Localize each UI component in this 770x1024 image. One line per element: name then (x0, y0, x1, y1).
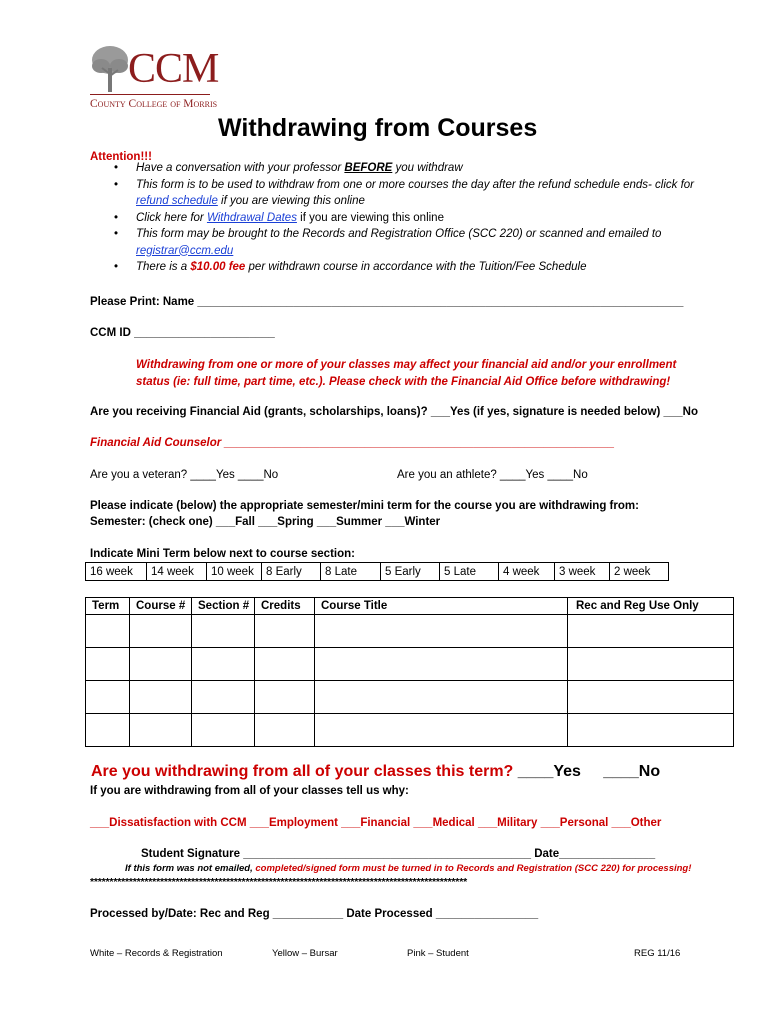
table-cell[interactable] (130, 648, 192, 681)
bullet-text: if you are viewing this online (296, 211, 444, 224)
fee-amount: $10.00 fee (190, 261, 246, 273)
mini-term-cell[interactable]: 5 Early (381, 563, 440, 581)
table-header-row (86, 598, 734, 615)
table-row (86, 648, 734, 681)
table-cell[interactable] (130, 681, 192, 714)
bullet-text: you withdraw (392, 162, 463, 174)
mini-term-cell[interactable]: 8 Early (262, 563, 321, 581)
table-cell[interactable] (86, 681, 130, 714)
column-header: Term (86, 598, 130, 615)
table-cell[interactable] (192, 615, 255, 648)
column-header: Credits (255, 598, 315, 615)
bullet-text: if you are viewing this online (217, 195, 365, 207)
athlete-question[interactable]: Are you an athlete? ____Yes ____No (397, 469, 588, 481)
all-classes-question (91, 763, 660, 781)
mini-term-cell[interactable]: 5 Late (440, 563, 499, 581)
mini-term-label: Indicate Mini Term below next to course section: (90, 548, 355, 560)
table-row (86, 615, 734, 648)
separator-stars: ************************************************************************************************* (90, 876, 467, 888)
list-item (96, 259, 696, 276)
list-item (96, 160, 696, 177)
processed-by-field: Processed by/Date: Rec and Reg ___________ Date Processed ________________ (90, 908, 539, 920)
email-note-emphasis: completed/signed form must be turned in to Records and Registration (SCC 220) for processing! (255, 863, 692, 874)
semester-selector[interactable] (90, 516, 440, 528)
table-row (86, 681, 734, 714)
list-item (96, 177, 696, 210)
attention-label: Attention!!! (90, 151, 152, 163)
table-cell[interactable] (315, 714, 568, 747)
table-cell (568, 681, 734, 714)
course-table (85, 597, 734, 747)
table-cell (568, 714, 734, 747)
registrar-email-link[interactable]: registrar@ccm.edu (136, 244, 234, 257)
email-note-text: If this form was not emailed, (125, 863, 256, 874)
table-cell[interactable] (192, 648, 255, 681)
all-classes-yes[interactable]: ____Yes (517, 763, 581, 780)
veteran-question[interactable]: Are you a veteran? ____Yes ____No (90, 469, 279, 481)
list-item (96, 226, 696, 259)
footer-yellow-copy: Yellow – Bursar (272, 948, 338, 959)
financial-aid-warning: Withdrawing from one or more of your classes may affect your financial aid and/or your enrollment status (ie: full time, part time, etc.). Please check with the Financial Aid Office before withdrawing! (136, 359, 677, 388)
mini-term-cell[interactable]: 14 week (147, 563, 207, 581)
table-cell[interactable] (192, 714, 255, 747)
tree-icon (90, 44, 130, 96)
table-cell[interactable] (86, 648, 130, 681)
mini-term-cell[interactable]: 2 week (610, 563, 669, 581)
column-header: Course # (130, 598, 192, 615)
table-cell (568, 648, 734, 681)
column-header: Course Title (315, 598, 568, 615)
bullet-text: This form may be brought to the Records and Registration Office (SCC 220) or scanned and emailed to (136, 228, 662, 240)
all-classes-no[interactable]: ____No (603, 763, 661, 780)
table-cell (568, 615, 734, 648)
footer-pink-copy: Pink – Student (407, 948, 469, 959)
signature-date-field[interactable]: Student Signature _____________________________________________ Date_______________ (141, 848, 656, 860)
email-note (125, 863, 691, 874)
logo-divider (90, 94, 210, 95)
financial-aid-question[interactable]: Are you receiving Financial Aid (grants, scholarships, loans)? ___Yes (if yes, signature is needed below) ___No (90, 406, 698, 418)
table-cell[interactable] (315, 615, 568, 648)
instructions-list (96, 160, 696, 276)
name-field[interactable]: Please Print: Name ____________________________________________________________________________ (90, 296, 684, 308)
semester-instructions: Please indicate (below) the appropriate semester/mini term for the course you are withdrawing from: (90, 500, 639, 512)
logo-subtitle: County College of Morris (90, 98, 218, 110)
bullet-text: Have a conversation with your professor (136, 162, 345, 174)
bullet-text: per withdrawn course in accordance with the Tuition/Fee Schedule (245, 261, 587, 273)
table-cell[interactable] (86, 615, 130, 648)
mini-term-cell[interactable]: 4 week (499, 563, 555, 581)
withdrawal-reasons[interactable]: ___Dissatisfaction with CCM ___Employment ___Financial ___Medical ___Military ___Personal ___Other (90, 817, 662, 829)
bullet-text: There is a (136, 261, 191, 273)
table-cell[interactable] (255, 615, 315, 648)
all-classes-question-text: Are you withdrawing from all of your classes this term? (91, 763, 518, 780)
page-title: Withdrawing from Courses (218, 114, 538, 142)
table-cell[interactable] (255, 714, 315, 747)
table-cell[interactable] (255, 681, 315, 714)
ccm-id-field[interactable]: CCM ID ______________________ (90, 327, 275, 339)
withdrawal-dates-link[interactable]: Withdrawal Dates (206, 211, 297, 224)
mini-term-table (85, 562, 669, 581)
table-cell[interactable] (192, 681, 255, 714)
table-cell[interactable] (255, 648, 315, 681)
table-cell[interactable] (130, 714, 192, 747)
refund-schedule-link[interactable]: refund schedule (136, 195, 218, 207)
mini-term-cell[interactable]: 16 week (86, 563, 147, 581)
bullet-text: This form is to be used to withdraw from one or more courses the day after the refund schedule ends- click for (136, 178, 695, 191)
before-emphasis: BEFORE (344, 162, 393, 174)
list-item (96, 210, 696, 227)
financial-aid-counselor-field[interactable]: Financial Aid Counselor _____________________________________________________________ (90, 437, 615, 449)
table-cell[interactable] (315, 648, 568, 681)
table-row (86, 714, 734, 747)
table-cell[interactable] (315, 681, 568, 714)
table-cell[interactable] (86, 714, 130, 747)
footer-white-copy: White – Records & Registration (90, 948, 223, 959)
mini-term-cell[interactable]: 3 week (555, 563, 610, 581)
column-header: Section # (192, 598, 255, 615)
table-cell[interactable] (130, 615, 192, 648)
mini-term-cell[interactable]: 8 Late (321, 563, 381, 581)
mini-term-cell[interactable]: 10 week (207, 563, 262, 581)
bullet-text: Click here for (136, 211, 207, 224)
semester-options[interactable]: Semester: (check one) ___Fall ___Spring ___Summer ___Winter (90, 516, 441, 528)
all-classes-why: If you are withdrawing from all of your classes tell us why: (90, 785, 409, 797)
form-code: REG 11/16 (634, 948, 681, 959)
column-header: Rec and Reg Use Only (568, 598, 734, 615)
logo-ccm-text: CCM (128, 46, 219, 92)
ccm-logo (88, 40, 228, 118)
